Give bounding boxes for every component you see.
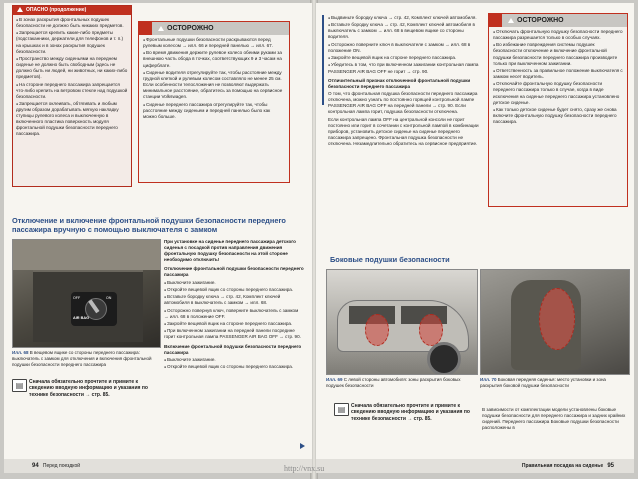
- warning-item: ● Запрещается оклеивать, обтягивать и любым другим образом дорабатывать мягкую накладку ступицы рулевого колеса и выключенную в включенного пластика поверхность модуля фронтальной подушки безопасности переднего пассажира.: [16, 101, 128, 138]
- caution-item: ● Фронтальные подушки безопасности раскрываются перед рулевым колесом → илл. 66 и передней панелью → илл. 67.: [143, 37, 285, 49]
- caution-item: ● Отключайте фронтальную подушку безопасности переднего пассажира только в случае, когда в виде исключения на сиденье переднего пассажира установлено детское сиденье.: [493, 81, 623, 105]
- airbag-key-switch: [71, 292, 117, 326]
- seat-airbag-zone: [539, 288, 575, 350]
- step-item: ● Вставьте бородку ключа → стр. 42, Комплект ключей автомобиля в выключатель с замком → илл. 68 в вещевом ящике со стороны водителя.: [328, 22, 480, 40]
- continue-arrow-icon: [300, 443, 305, 449]
- step-item: ● Осторожно повернув ключ, поверните выключатель с замком → илл. 68 в положение OFF.: [164, 308, 304, 320]
- step-item: ● Осторожно поверните ключ в выключателе с замком → илл. 68 в положение ON.: [328, 42, 480, 54]
- airbag-zone-rear: [419, 314, 443, 346]
- watermark-url: http://vnx.su: [284, 464, 325, 473]
- step-item: ● Выдвиньте бородку ключа → стр. 42, Комплект ключей автомобиля.: [328, 15, 480, 21]
- caution-item: ● Во время движения держите рулевое колесо обеими руками за внешнюю часть обода в точках, соответствующих 9 и 3 часам на циферблате.: [143, 50, 285, 68]
- caution-list: [489, 27, 627, 128]
- warning-box-continued: [12, 5, 132, 187]
- figure-70-caption: Илл. 70 Боковая передняя сиденья: место установки и зона раскрытия боковой подушки безопасности: [480, 377, 606, 388]
- warning-item: ● В зонах раскрытия фронтальных подушек безопасности не должно быть никаких предметов.: [16, 17, 128, 29]
- footer-section: Перед поездкой: [42, 463, 81, 469]
- warning-triangle-icon: [17, 7, 23, 12]
- left-right-column: [164, 239, 304, 371]
- caution-item: ● Во избежание повреждения системы подушек безопасности отключение и включение фронтальной подушки безопасности переднего пассажира производите только при выключенном зажигании.: [493, 42, 623, 66]
- warning-box-caution-right: [488, 13, 628, 207]
- indicator-text: О том, что фронтальная подушка безопасности переднего пассажира отключена, можно узнать по постоянно горящей контрольной лампе PASSENGER AIR BAG OFF на передней панели → стр. 90. Если контрольная лампа горит, подушка безопасности отключена.: [328, 90, 478, 115]
- step-item: ● Откройте вещевой ящик со стороны переднего пассажира.: [164, 287, 304, 293]
- switch-off-label: OFF: [73, 296, 81, 300]
- warning-item: ● На стороне переднего пассажира запрещается что-либо крепить на ветровом стекле над подушкой безопасности.: [16, 82, 128, 100]
- step-item: ● При включенном зажигании на передней панели посредине горит контрольная лампа PASSENGER AIR BAG OFF → стр. 90.: [164, 328, 304, 340]
- subheading-disable: Отключение фронтальной подушки безопасности переднего пассажира: [164, 266, 304, 278]
- caution-item: ● Ответственность за правильное положение выключателя с замком несет водитель.: [493, 68, 623, 80]
- page-footer: [522, 463, 614, 469]
- step-item: ● Закройте вещевой ящик на стороне переднего пассажира.: [328, 55, 480, 61]
- warning-list: [13, 15, 131, 141]
- warning-item: ● Запрещается крепить какие-либо предметы (подстаканники, держатели для телефонов и т. п.) на крышках и в зонах раскрытия подушек безопасности.: [16, 30, 128, 54]
- section-title-side-airbags: Боковые подушки безопасности: [330, 255, 450, 264]
- read-first-note-right: [334, 403, 476, 433]
- switch-on-label: ON: [106, 296, 112, 300]
- warning-triangle-icon: [508, 18, 514, 23]
- step-item: ● Убедитесь в том, что при включенном зажигании контрольная лампа PASSENGER AIR BAG OFF не горит → стр. 90.: [328, 62, 480, 74]
- page-number: 94: [32, 463, 39, 469]
- airbag-zone-front: [365, 314, 389, 346]
- caution-header: ОСТОРОЖНО: [139, 22, 289, 35]
- indicator-text-2: Если контрольная лампа OFF на центральной консоли не горит постоянно или горит в сочетании с контрольной лампой в комбинации приборов, установить детское сиденье на сиденье переднего пассажира запрещено. Фронтальная подушка безопасности не отключена. Незамедлительно обратитесь на сервисное предприятие.: [328, 116, 479, 146]
- left-page: [4, 3, 312, 473]
- subheading-indicator: Отличительный признак отключенной фронтальной подушки безопасности переднего пассажира: [328, 77, 471, 89]
- glovebox-photo: [12, 239, 161, 348]
- car-side-photo: [326, 269, 478, 375]
- right-col1: [328, 15, 480, 148]
- figure-69-caption: Илл. 69 С левой стороны автомобиля: зоны раскрытия боковых подушек безопасности: [326, 377, 461, 388]
- note-text: Сначала обязательно прочтите и примите к сведению вводную информацию и указания по технике безопасности → стр. 85.: [351, 403, 470, 422]
- airbag-label: AIR BAG: [73, 316, 90, 320]
- warning-box-caution: [138, 21, 290, 183]
- side-airbag-body: В зависимости от комплектации модели установлены боковые подушки безопасности для переднего пассажира и задних крайних сидений. Переднего пассажира Боковые подушки безопасности расположены в: [482, 407, 626, 431]
- caution-item: ● Сиденье переднего пассажира отрегулируйте так, чтобы расстояние между сиденьем и передней панелью было как можно больше.: [143, 102, 285, 120]
- step-item: ● Вставьте бородку ключа → стр. 42, Комплект ключей автомобиля в выключатель с замком → илл. 68.: [164, 294, 304, 306]
- footer-section: Правильная посадка на сиденье: [521, 463, 604, 469]
- page-footer: [32, 463, 80, 469]
- caution-item: ● Сиденье водителя отрегулируйте так, чтобы расстояние между грудной клеткой и рулевым колесом составляло не менее 25 см. Если особенности телосложения не позволяют выдержать минимальное расстояние, обратитесь за помощью на сервисное станции Volkswagen.: [143, 70, 285, 100]
- figure-68-caption: Илл. 68 В вещевом ящике со стороны переднего пассажира: выключатель с замком для отключения и включения фронтальной подушки безопасности переднего пассажира: [12, 350, 152, 367]
- step-item: ● Выключите зажигание.: [164, 357, 304, 363]
- caution-list: [139, 35, 289, 123]
- caution-header: ОСТОРОЖНО: [489, 14, 627, 27]
- warning-header: ОПАСНО (продолжение): [13, 6, 131, 15]
- warning-triangle-icon: [158, 26, 164, 31]
- step-item: ● Закройте вещевой ящик на стороне переднего пассажира.: [164, 321, 304, 327]
- margin-bar: [322, 15, 324, 105]
- subheading-enable: Включение фронтальной подушки безопасности переднего пассажира: [164, 343, 302, 355]
- page-number: 95: [607, 463, 614, 469]
- seat-photo: [480, 269, 630, 375]
- step-item: ● Выключите зажигание.: [164, 280, 304, 286]
- warning-item: ● Пространство между сиденьями на переднем сиденье не должно быть свободным (здесь не должно быть ни людей, ни животных, ни каких-либо предметов).: [16, 56, 128, 80]
- caution-item: ● Отключать фронтальную подушку безопасности переднего пассажира разрешается только в особых случаях.: [493, 29, 623, 41]
- right-page: [316, 3, 634, 473]
- note-text: Сначала обязательно прочтите и примите к сведению вводную информацию и указания по технике безопасности → стр. 85.: [29, 379, 148, 398]
- section-title-airbag-switch: Отключение и включение фронтальной подушки безопасности переднего пассажира вручную с помощью выключателя с замком: [12, 216, 286, 234]
- intro-bold: При установке на сиденье переднего пассажира детского сиденья с посадкой против направления движения фронтальную подушку безопасности на этой стороне необходимо отключить!: [164, 239, 296, 263]
- step-item: ● Откройте вещевой ящик со стороны переднего пассажира.: [164, 364, 304, 370]
- read-first-note: [12, 379, 154, 409]
- caution-item: ● Как только детское сиденье будет снято, сразу же снова включите фронтальную подушку безопасности переднего пассажира.: [493, 107, 623, 125]
- book-icon: ▤: [12, 379, 27, 392]
- book-icon: ▤: [334, 403, 349, 416]
